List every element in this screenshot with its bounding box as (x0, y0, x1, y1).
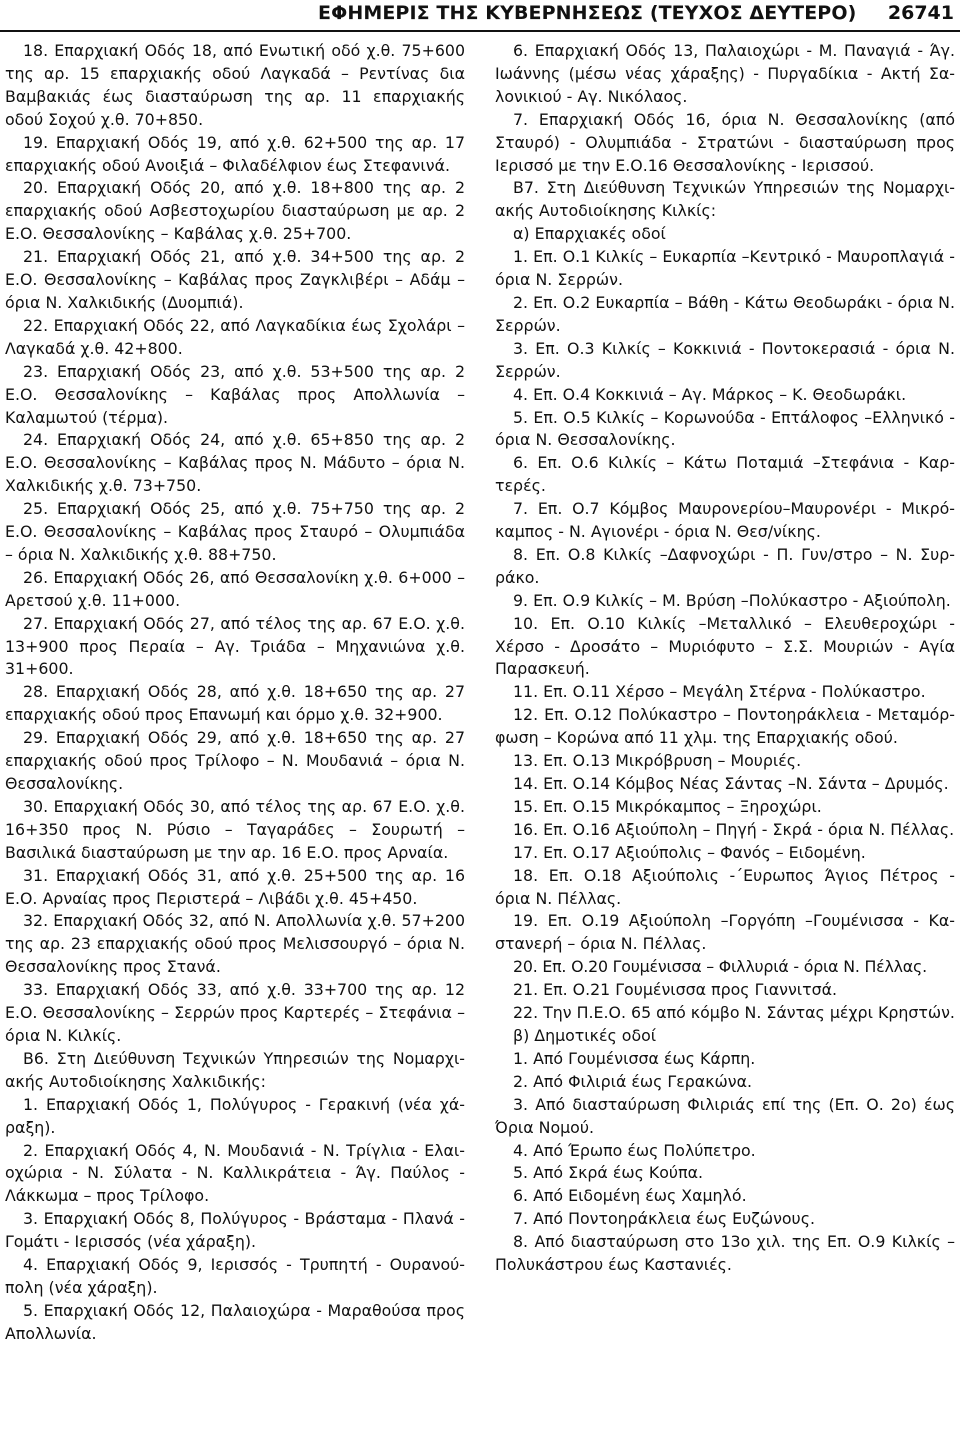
chalkidiki-road-2: 2. Επαρχιακή Οδός 4, Ν. Μουδανιά - Ν. Τρίγλια - Ελαιοχώρια - Ν. Σύλατα - Ν. Καλλικράτεια - Άγ. Παύλος - Λάκκωμα – προς Τρίλοφο. (5, 1140, 465, 1206)
section-heading-b7: Β7. Στη Διεύθυνση Τεχνικών Υπηρεσιών της Νομαρχιακής Αυτοδιοίκησης Κιλκίς: (495, 178, 955, 221)
chalkidiki-road-4: 4. Επαρχιακή Οδός 9, Ιερισσός - Τρυπητή - Ουρανούπολη (νέα χάραξη). (5, 1255, 465, 1297)
road-entry-18: 18. Επαρχιακή Οδός 18, από Ενωτική οδό χ.θ. 75+600 της αρ. 15 επαρχιακής οδού Λαγκαδά – Ρεντίνας δια Βαμβακιάς έως διασταύρωση της αρ. 11 επαρχιακής οδού Σοχού χ.θ. 70+850. (5, 41, 465, 129)
page-number: 26741 (887, 2, 954, 24)
municipal-road-7: 7. Από Ποντοηράκλεια έως Ευζώνους. (513, 1209, 815, 1229)
kilkis-road-15: 15. Επ. Ο.15 Μικρόκαμπος – Ξηροχώρι. (513, 796, 822, 816)
kilkis-road-12: 12. Επ. Ο.12 Πολύκαστρο – Ποντοηράκλεια - Μεταμόρφωση – Κορώνα από 11 χλμ. της Επαρχιακής οδού. (495, 705, 955, 748)
right-column (495, 40, 955, 1277)
road-entry-22: 22. Επαρχιακή Οδός 22, από Λαγκαδίκια έως Σχολάρι – Λαγκαδά χ.θ. 42+800. (5, 315, 465, 358)
kilkis-road-1: 1. Επ. Ο.1 Κιλκίς – Ευκαρπία –Κεντρικό - Μαυροπλαγιά - όρια Ν. Σερρών. (495, 247, 955, 290)
road-entry-30: 30. Επαρχιακή Οδός 30, από τέλος της αρ. 67 Ε.Ο. χ.θ. 16+350 προς Ν. Ρύσιο – Ταγαράδες – Σουρωτή – Βασιλικά διασταύρωση με την αρ. 16 Ε.Ο. προς Αρναία. (5, 796, 465, 862)
page-header (0, 0, 960, 32)
kilkis-road-14: 14. Επ. Ο.14 Κόμβος Νέας Σάντας –Ν. Σάντα – Δρυμός. (513, 774, 949, 793)
chalkidiki-road-1: 1. Επαρχιακή Οδός 1, Πολύγυρος - Γερακινή (νέα χάραξη). (5, 1094, 465, 1137)
kilkis-road-5: 5. Επ. Ο.5 Κιλκίς – Κορωνούδα - Επτάλοφος –Ελληνικό - όρια Ν. Θεσσαλονίκης. (495, 407, 955, 450)
kilkis-road-4: 4. Επ. Ο.4 Κοκκινιά – Αγ. Μάρκος – Κ. Θεοδωράκι. (513, 384, 907, 404)
road-entry-26: 26. Επαρχιακή Οδός 26, από Θεσσαλονίκη χ.θ. 6+000 – Αρετσού χ.θ. 11+000. (5, 567, 465, 610)
kilkis-road-3: 3. Επ. Ο.3 Κιλκίς – Κοκκινιά - Ποντοκερασιά - όρια Ν. Σερρών. (495, 338, 955, 381)
kilkis-road-9: 9. Επ. Ο.9 Κιλκίς – Μ. Βρύση –Πολύκαστρο - Αξιούπολη. (513, 590, 951, 610)
road-entry-32: 32. Επαρχιακή Οδός 32, από Ν. Απολλωνία χ.θ. 57+200 της αρ. 23 επαρχιακής οδού προς Μελισσουργό – όρια Ν. Θεσσαλονίκης προς Στανά. (5, 911, 465, 977)
kilkis-road-18: 18. Επ. Ο.18 Αξιούπολις -΄Ευρωπος Άγιος Πέτρος - όρια Ν. Πέλλας. (495, 865, 955, 908)
road-entry-27: 27. Επαρχιακή Οδός 27, από τέλος της αρ. 67 Ε.Ο. χ.θ. 13+900 προς Περαία – Αγ. Τριάδα – Μηχανιώνα χ.θ. 31+600. (5, 613, 465, 679)
kilkis-road-19: 19. Επ. Ο.19 Αξιούπολη –Γοργόπη –Γουμένισσα - Καστανερή – όρια Ν. Πέλλας. (495, 911, 955, 954)
kilkis-road-20: 20. Επ. Ο.20 Γουμένισσα – Φιλλυριά - όρια Ν. Πέλλας. (513, 957, 927, 977)
kilkis-road-17: 17. Επ. Ο.17 Αξιούπολις – Φανός – Ειδομένη. (513, 842, 866, 862)
kilkis-road-22: 22. Την Π.Ε.Ο. 65 από κόμβο Ν. Σάντας μέχρι Κρηστών. (513, 1003, 955, 1023)
road-entry-24: 24. Επαρχιακή Οδός 24, από χ.θ. 65+850 της αρ. 2 Ε.Ο. Θεσσαλονίκης – Καβάλας προς Ν. Μάδυτο – όρια Ν. Χαλκιδικής χ.θ. 73+750. (5, 430, 465, 496)
chalkidiki-road-3: 3. Επαρχιακή Οδός 8, Πολύγυρος - Βράσταμα - Πλανά - Γομάτι - Ιερισσός (νέα χάραξη). (5, 1209, 465, 1252)
municipal-road-4: 4. Από Έρωπο έως Πολύπετρο. (513, 1140, 756, 1160)
road-entry-20: 20. Επαρχιακή Οδός 20, από χ.θ. 18+800 της αρ. 2 επαρχιακής οδού Ασβεστοχωρίου διασταύρωση με αρ. 2 Ε.Ο. Θεσσαλονίκης – Καβάλας χ.θ. 25+700. (5, 178, 465, 244)
kilkis-road-6: 6. Επ. Ο.6 Κιλκίς – Κάτω Ποταμιά –Στεφάνια - Καρτερές. (495, 453, 955, 496)
municipal-road-5: 5. Από Σκρά έως Κούπα. (513, 1163, 704, 1183)
municipal-road-8: 8. Από διασταύρωση στο 13ο χιλ. της Επ. Ο.9 Κιλκίς – Πολυκάστρου έως Καστανιές. (495, 1232, 955, 1275)
chalkidiki-road-6: 6. Επαρχιακή Οδός 13, Παλαιοχώρι - Μ. Παναγιά - Άγ. Ιωάννης (μέσω νέας χάραξης) - Πυργαδίκια - Ακτή Σαλονικιού - Αγ. Νικόλαος. (495, 41, 955, 106)
municipal-road-2: 2. Από Φιλιριά έως Γερακώνα. (513, 1071, 753, 1091)
road-entry-25: 25. Επαρχιακή Οδός 25, από χ.θ. 75+750 της αρ. 2 Ε.Ο. Θεσσαλονίκης – Καβάλας προς Σταυρό – Ολυμπιάδα – όρια Ν. Χαλκιδικής χ.θ. 88+750. (5, 499, 465, 564)
road-entry-31: 31. Επαρχιακή Οδός 31, από χ.θ. 25+500 της αρ. 16 Ε.Ο. Αρναίας προς Περιστερά – Λιβάδι χ.θ. 45+450. (5, 865, 465, 908)
chalkidiki-road-7: 7. Επαρχιακή Οδός 16, όρια Ν. Θεσσαλονίκης (από Σταυρό) - Ολυμπιάδα - Στρατώνι - διασταύρωση προς Ιερισσό με την Ε.Ο.16 Θεσσαλονίκης - Ιερισσού. (495, 109, 955, 175)
road-entry-28: 28. Επαρχιακή Οδός 28, από χ.θ. 18+650 της αρ. 27 επαρχιακής οδού προς Επανωμή και όρμο χ.θ. 32+900. (5, 682, 465, 725)
kilkis-road-13: 13. Επ. Ο.13 Μικρόβρυση – Μουριές. (513, 751, 802, 771)
road-entry-19: 19. Επαρχιακή Οδός 19, από χ.θ. 62+500 της αρ. 17 επαρχιακής οδού Ανοιξιά – Φιλαδέλφιον έως Στεφανινά. (5, 132, 465, 175)
kilkis-road-11: 11. Επ. Ο.11 Χέρσο – Μεγάλη Στέρνα - Πολύκαστρο. (513, 682, 926, 702)
left-column (5, 40, 465, 1346)
kilkis-road-8: 8. Επ. Ο.8 Κιλκίς –Δαφνοχώρι - Π. Γυν/στρο – Ν. Συρράκο. (495, 544, 955, 587)
kilkis-road-16: 16. Επ. Ο.16 Αξιούπολη – Πηγή - Σκρά - όρια Ν. Πέλλας. (513, 819, 955, 839)
kilkis-road-21: 21. Επ. Ο.21 Γουμένισσα προς Γιαννιτσά. (513, 980, 838, 1000)
subheading-provincial-roads: α) Επαρχιακές οδοί (513, 224, 666, 244)
municipal-road-6: 6. Από Ειδομένη έως Χαμηλό. (513, 1186, 747, 1206)
municipal-road-1: 1. Από Γουμένισσα έως Κάρπη. (513, 1048, 756, 1068)
kilkis-road-7: 7. Επ. Ο.7 Κόμβος Μαυρονερίου–Μαυρονέρι - Μικρόκαμπος - Ν. Αγιονέρι - όρια Ν. Θεσ/νίκης. (495, 499, 955, 542)
road-entry-21: 21. Επαρχιακή Οδός 21, από χ.θ. 34+500 της αρ. 2 Ε.Ο. Θεσσαλονίκης – Καβάλας προς Ζαγκλιβέρι – Αδάμ – όρια Ν. Χαλκιδικής (Δυομπιά). (5, 247, 465, 312)
kilkis-road-2: 2. Επ. Ο.2 Ευκαρπία – Βάθη - Κάτω Θεοδωράκι - όρια Ν. Σερρών. (495, 292, 955, 335)
road-entry-33: 33. Επαρχιακή Οδός 33, από χ.θ. 33+700 της αρ. 12 Ε.Ο. Θεσσαλονίκης – Σερρών προς Καρτερές – Στεφάνια – όρια Ν. Κιλκίς. (5, 980, 465, 1045)
subheading-municipal-roads: β) Δημοτικές οδοί (513, 1025, 657, 1045)
kilkis-road-10: 10. Επ. Ο.10 Κιλκίς –Μεταλλικό – Ελευθεροχώρι - Χέρσο - Δροσάτο – Μυριόφυτο – Σ.Σ. Μουριών - Αγία Παρασκευή. (495, 613, 955, 679)
section-heading-b6: Β6. Στη Διεύθυνση Τεχνικών Υπηρεσιών της Νομαρχιακής Αυτοδιοίκησης Χαλκιδικής: (5, 1048, 465, 1091)
road-entry-29: 29. Επαρχιακή Οδός 29, από χ.θ. 18+650 της αρ. 27 επαρχιακής οδού προς Τρίλοφο – Ν. Μουδανιά – όρια Ν. Θεσσαλονίκης. (5, 728, 465, 793)
road-entry-23: 23. Επαρχιακή Οδός 23, από χ.θ. 53+500 της αρ. 2 Ε.Ο. Θεσσαλονίκης – Καβάλας προς Απολλωνία – Καλαμωτού (τέρμα). (5, 361, 465, 427)
municipal-road-3: 3. Από διασταύρωση Φιλιριάς επί της (Επ. Ο. 2ο) έως Όρια Νομού. (495, 1094, 955, 1137)
gazette-title: ΕΦΗΜΕΡΙΣ ΤΗΣ ΚΥΒΕΡΝΗΣΕΩΣ (ΤΕΥΧΟΣ ΔΕΥΤΕΡΟ) (318, 2, 857, 24)
chalkidiki-road-5: 5. Επαρχιακή Οδός 12, Παλαιοχώρα - Μαραθούσα προς Απολλωνία. (5, 1300, 465, 1343)
